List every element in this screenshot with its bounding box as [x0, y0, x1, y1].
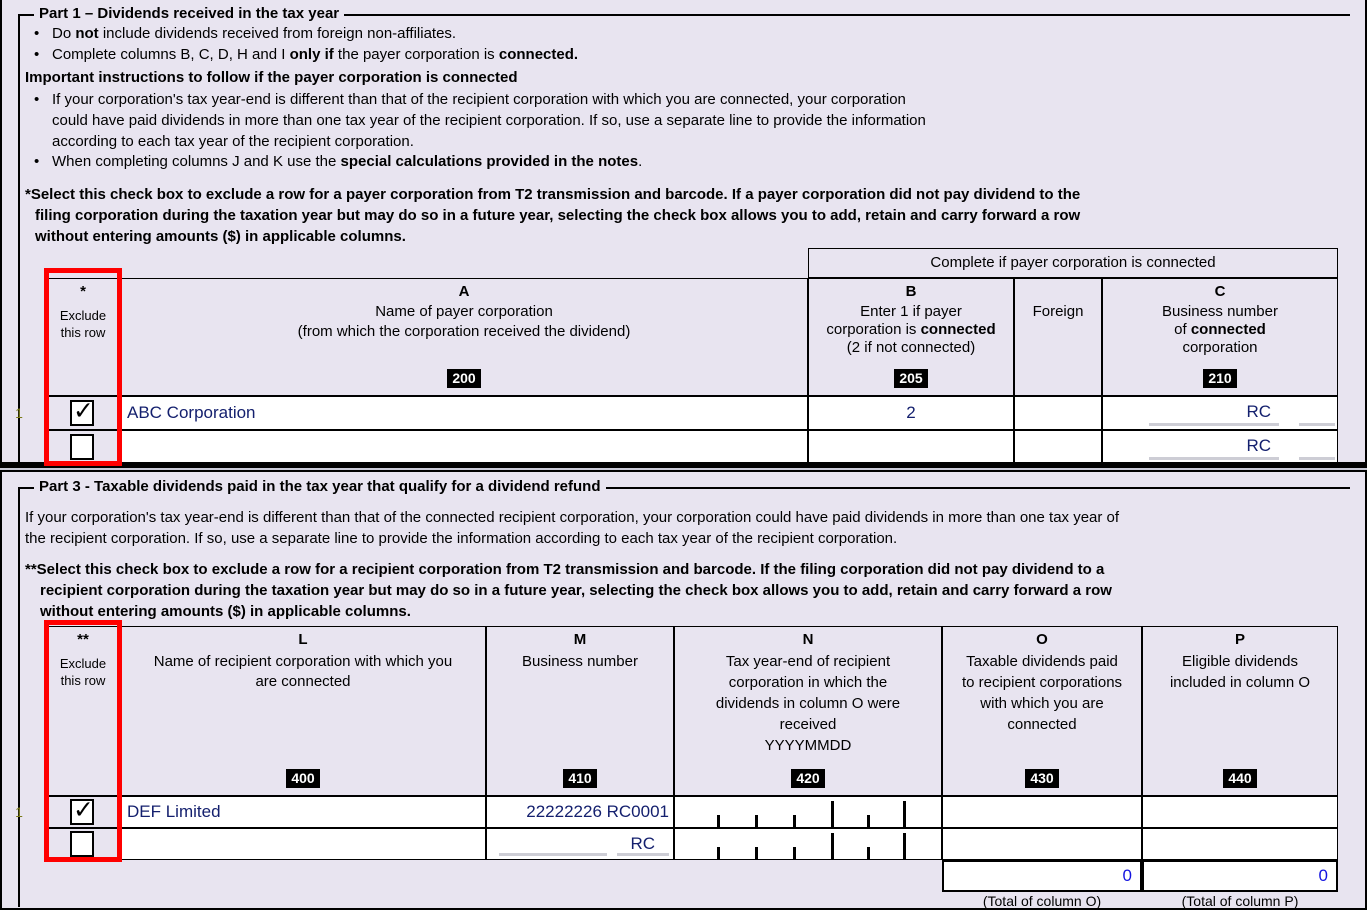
part3-col-p-line2: included in column O	[1169, 674, 1311, 691]
part1-col-c-line3: corporation	[1182, 339, 1258, 356]
date-tick	[867, 815, 870, 827]
part3-col-exclude-header	[46, 626, 120, 796]
part1-col-c-line2: of connected	[1174, 321, 1266, 338]
part1-legend-title: Part 1 – Dividends received in the tax year	[34, 6, 344, 22]
panel-divider	[0, 462, 1367, 468]
check-icon: ✓	[73, 795, 94, 824]
part1-col-a-line2: (from which the corporation received the dividend)	[297, 323, 631, 340]
part3-col-p-tag: 440	[1223, 769, 1256, 788]
date-tick	[717, 815, 720, 827]
part3-row-2-o-cell[interactable]	[942, 828, 1142, 860]
part1-col-b-letter: B	[905, 283, 917, 300]
part1-col-a-tag: 200	[447, 369, 480, 388]
part3-row-1-p-cell[interactable]	[1142, 796, 1338, 828]
part1-subbullet-line1: • If your corporation's tax year-end is different than that of the recipient corporation with which you are connected, your corporation	[34, 91, 906, 108]
part1-note-line1: *Select this check box to exclude a row for a payer corporation from T2 transmission and barcode. If a payer corporation did not pay dividend to the	[25, 186, 1081, 203]
part3-total-o-value: 0	[1122, 866, 1132, 885]
part1-row-1-checkbox[interactable]	[70, 396, 94, 426]
part1-legend-rule-right	[418, 14, 1350, 16]
date-separator	[903, 833, 906, 859]
part3-note-line3: without entering amounts ($) in applicable columns.	[40, 603, 411, 620]
part3-col-o-header	[942, 626, 1142, 796]
date-separator	[831, 833, 834, 859]
part3-col-n-line5: YYYYMMDD	[764, 737, 852, 754]
part3-exclude-marker: **	[77, 631, 89, 648]
part3-legend-title: Part 3 - Taxable dividends paid in the tax year that qualify for a dividend refund	[34, 479, 606, 495]
date-tick	[755, 815, 758, 827]
check-icon: ✓	[73, 396, 94, 425]
part3-row-1-bn-value: 22222226 RC0001	[526, 802, 669, 821]
part3-col-o-line4: connected	[1007, 716, 1077, 733]
part1-col-b-line2: corporation is connected	[826, 321, 996, 338]
date-tick	[755, 847, 758, 859]
part1-row-1-b-cell[interactable]	[808, 396, 1014, 430]
part1-row-2-foreign-cell[interactable]	[1014, 430, 1102, 464]
part3-col-n-line4: received	[779, 716, 837, 733]
part3-col-l-letter: L	[298, 631, 308, 648]
part3-exclude-line1: Exclude	[59, 656, 107, 671]
part3-col-p-letter: P	[1234, 631, 1245, 648]
date-tick	[793, 815, 796, 827]
part1-subbullet-line2: could have paid dividends in more than one tax year of the recipient corporation. If so, use a separate line to provide the information	[52, 112, 926, 129]
part1-col-b-header	[808, 278, 1014, 396]
part1-col-a-letter: A	[458, 283, 470, 300]
part3-col-n-tag: 420	[791, 769, 824, 788]
date-tick	[867, 847, 870, 859]
part1-exclude-line2: this row	[60, 325, 106, 340]
part1-subbullet-line3: according to each tax year of the recipient corporation.	[52, 133, 414, 150]
part1-col-foreign-label: Foreign	[1032, 303, 1084, 320]
part1-row-2-c-cell[interactable]	[1102, 430, 1338, 464]
part3-row-1-name-cell[interactable]	[120, 796, 486, 828]
part1-row-2-name-cell[interactable]	[120, 430, 808, 464]
part3-col-o-line2: to recipient corporations	[961, 674, 1123, 691]
part3-total-o-caption: (Total of column O)	[982, 893, 1102, 909]
part1-row-2-exclude-cell[interactable]	[46, 430, 120, 464]
part3-row-1-name-value: DEF Limited	[127, 802, 221, 821]
part1-row-1-name-cell[interactable]	[120, 396, 808, 430]
part3-row-2-bn-cell[interactable]	[486, 828, 674, 860]
part3-col-p-line1: Eligible dividends	[1182, 653, 1298, 670]
part1-col-a-header	[120, 278, 808, 396]
date-tick	[717, 847, 720, 859]
part1-col-c-letter: C	[1214, 283, 1226, 300]
part1-row-2-c-underline-b	[1299, 457, 1335, 460]
part1-col-b-tag: 205	[894, 369, 927, 388]
part3-col-m-line1: Business number	[522, 653, 638, 670]
part3-col-o-line1: Taxable dividends paid	[966, 653, 1118, 670]
part3-col-l-tag: 400	[286, 769, 319, 788]
part1-bullet-1: • Do not include dividends received from foreign non-affiliates.	[34, 25, 457, 42]
part1-row-1-name-value: ABC Corporation	[127, 403, 256, 422]
part3-col-o-tag: 430	[1025, 769, 1058, 788]
part1-col-b-line1: Enter 1 if payer	[860, 303, 962, 320]
part3-row-1-bn-cell[interactable]	[486, 796, 674, 828]
part1-exclude-line1: Exclude	[59, 308, 107, 323]
part1-col-a-line1: Name of payer corporation	[375, 303, 553, 320]
part3-intro-line1: If your corporation's tax year-end is different than that of the connected recipient corporation, your corporation could have paid dividends in more than one tax year of	[25, 509, 1120, 526]
part3-row-2-bn-value: RC	[630, 834, 655, 853]
part1-col-foreign-header	[1014, 278, 1102, 396]
part3-col-o-letter: O	[1036, 631, 1048, 648]
part3-col-m-letter: M	[573, 631, 587, 648]
part1-row-1-foreign-cell[interactable]	[1014, 396, 1102, 430]
part3-row-1-checkbox[interactable]	[70, 795, 94, 825]
part3-row-2-date-cell[interactable]	[674, 828, 942, 860]
part3-col-o-line3: with which you are	[980, 695, 1104, 712]
part3-row-1-o-cell[interactable]	[942, 796, 1142, 828]
part3-total-o-cell	[942, 860, 1142, 892]
part1-note-line2: filing corporation during the taxation year but may do so in a future year, selecting the check box allows you to add, retain and carry forward a row	[35, 207, 1081, 224]
part3-row-2-exclude-cell[interactable]	[46, 828, 120, 860]
part1-bullet-jk: • When completing columns J and K use the special calculations provided in the notes.	[34, 153, 643, 170]
part3-row-1-number: 1	[15, 804, 23, 820]
part3-row-1-exclude-cell[interactable]	[46, 796, 120, 828]
part3-row-2-name-cell[interactable]	[120, 828, 486, 860]
part3-col-m-header	[486, 626, 674, 796]
part3-col-m-tag: 410	[563, 769, 596, 788]
part1-row-1-b-value: 2	[906, 403, 916, 422]
part3-col-n-header	[674, 626, 942, 796]
part1-col-c-line1: Business number	[1162, 303, 1278, 320]
part3-row-2-p-cell[interactable]	[1142, 828, 1338, 860]
part1-bullet-2: • Complete columns B, C, D, H and I only if the payer corporation is connected.	[34, 46, 579, 63]
part3-col-l-header	[120, 626, 486, 796]
part3-total-p-caption: (Total of column P)	[1181, 893, 1299, 909]
date-separator	[831, 801, 834, 827]
part3-col-p-header	[1142, 626, 1338, 796]
part3-total-p-value: 0	[1318, 866, 1328, 885]
part3-col-n-line1: Tax year-end of recipient	[725, 653, 891, 670]
part1-row-1-c-cell[interactable]	[1102, 396, 1338, 430]
part1-row-1-c-underline-b	[1299, 423, 1335, 426]
part3-intro-line2: the recipient corporation. If so, use a separate line to provide the information according to each tax year of the recipient corporation.	[25, 530, 898, 547]
part3-total-p-cell	[1142, 860, 1338, 892]
part3-row-1-date-cell[interactable]	[674, 796, 942, 828]
part3-note-line1: **Select this check box to exclude a row for a recipient corporation from T2 transmission and barcode. If the filing corporation did not pay dividend to a	[25, 561, 1105, 578]
part1-exclude-marker: *	[80, 283, 86, 300]
part3-col-n-line2: corporation in which the	[728, 674, 888, 691]
part1-col-c-header	[1102, 278, 1338, 396]
part1-note-line3: without entering amounts ($) in applicable columns.	[35, 228, 406, 245]
date-tick	[793, 847, 796, 859]
part1-row-1-c-underline-a	[1149, 423, 1279, 426]
part1-row-1-number: 1	[15, 405, 23, 421]
part1-group-header: Complete if payer corporation is connected	[808, 248, 1338, 278]
part1-row-1-c-value: RC	[1246, 402, 1271, 421]
date-separator	[903, 801, 906, 827]
part3-col-l-line2: are connected	[255, 673, 351, 690]
part1-row-2-c-value: RC	[1246, 436, 1271, 455]
part1-col-exclude-header	[46, 278, 120, 396]
part1-row-1-exclude-cell[interactable]	[46, 396, 120, 430]
part1-col-c-tag: 210	[1203, 369, 1236, 388]
part1-important-heading: Important instructions to follow if the payer corporation is connected	[25, 69, 518, 86]
part3-col-n-letter: N	[802, 631, 814, 648]
part3-row-2-checkbox[interactable]	[70, 831, 94, 857]
part1-row-2-b-cell[interactable]	[808, 430, 1014, 464]
part3-col-n-line3: dividends in column O were	[715, 695, 901, 712]
part3-col-l-line1: Name of recipient corporation with which you	[153, 653, 453, 670]
part1-row-2-checkbox[interactable]	[70, 434, 94, 460]
part1-col-b-line3: (2 if not connected)	[846, 339, 976, 356]
part3-legend-rule-right	[612, 487, 1350, 489]
part3-note-line2: recipient corporation during the taxation year but may do so in a future year, selecting the check box allows you to add, retain and carry forward a row	[40, 582, 1112, 599]
part3-exclude-line2: this row	[60, 673, 106, 688]
part1-row-2-c-underline-a	[1149, 457, 1279, 460]
